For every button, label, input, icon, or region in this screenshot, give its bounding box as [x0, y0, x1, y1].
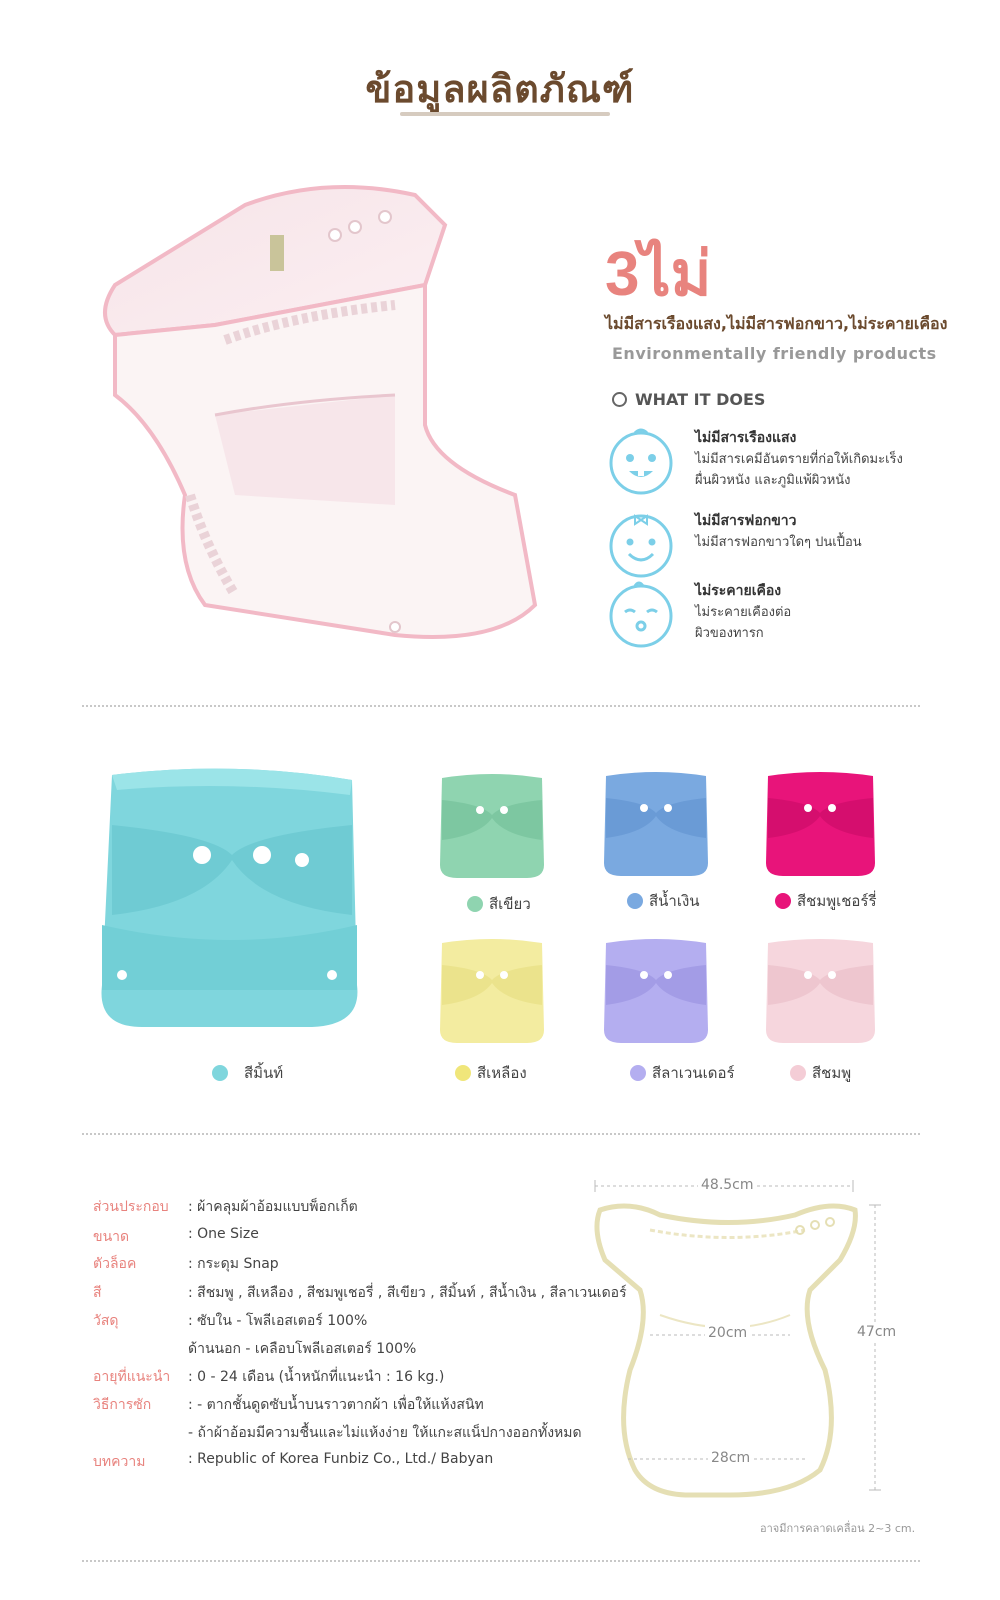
- color-caption-pink: สีชมพู: [790, 1061, 851, 1085]
- hero-subtitle: ไม่มีสารเรืองแสง,ไม่มีสารฟอกขาว,ไม่ระคายเคือง: [605, 314, 948, 333]
- ring-bullet-icon: [612, 392, 627, 407]
- width-bottom-label: 28cm: [708, 1450, 753, 1466]
- feature-item: [605, 425, 935, 505]
- pink-color-dot: [790, 1065, 806, 1081]
- color-caption-lavender: สีลาเวนเดอร์: [630, 1061, 735, 1085]
- lavender-color-dot: [630, 1065, 646, 1081]
- width-mid-label: 20cm: [705, 1325, 750, 1341]
- width-top-label: 48.5cm: [698, 1177, 757, 1193]
- feature-item: [605, 578, 935, 658]
- feature-desc: ไม่มีสารฟอกขาวใดๆ ปนเปื้อน: [695, 535, 862, 550]
- diaper-mint-image: [92, 765, 372, 1035]
- section-divider: [82, 705, 920, 707]
- green-color-dot: [467, 896, 483, 912]
- color-caption-blue: สีน้ำเงิน: [627, 889, 700, 913]
- eco-tagline: Environmentally friendly products: [612, 344, 937, 363]
- spec-row: อายุที่แนะนำ : 0 - 24 เดือน (น้ำหนักที่แนะนำ : 16 kg.): [93, 1369, 445, 1385]
- feature-title: ไม่มีสารฟอกขาว: [695, 513, 797, 529]
- smiling-baby-face-icon: [605, 508, 677, 580]
- title-underline: [400, 112, 610, 116]
- spec-row: บทความ : Republic of Korea Funbiz Co., Ltd./ Babyan: [93, 1451, 494, 1470]
- feature-desc: ไม่ระคายเคืองต่อ ผิวของทารก: [695, 605, 792, 641]
- feature-desc: ไม่มีสารเคมีอันตรายที่ก่อให้เกิดมะเร็ง ผื่นผิวหนัง และภูมิแพ้ผิวหนัง: [695, 452, 903, 488]
- diaper-cherry-pink-image: [758, 768, 883, 878]
- spec-row: ส่วนประกอบ : ผ้าคลุมผ้าอ้อมแบบพ็อกเก็ต: [93, 1199, 358, 1215]
- feature-title: ไม่มีสารเรืองแสง: [695, 430, 797, 446]
- cherry-pink-color-dot: [775, 893, 791, 909]
- page-title: ข้อมูลผลิตภัณฑ์: [365, 67, 635, 111]
- open-diaper-image: [95, 165, 545, 665]
- color-caption-green: สีเขียว: [467, 892, 531, 916]
- diaper-yellow-image: [432, 935, 552, 1045]
- diaper-blue-image: [596, 768, 716, 878]
- color-caption-yellow: สีเหลือง: [455, 1061, 527, 1085]
- diaper-green-image: [432, 770, 552, 880]
- what-it-does-heading: [612, 390, 765, 409]
- hero-heading: 3ไม่: [605, 240, 712, 309]
- what-it-does-label: WHAT IT DOES: [635, 390, 766, 409]
- diaper-pink-image: [758, 935, 883, 1045]
- spec-row: ตัวล็อค : กระดุม Snap: [93, 1256, 279, 1272]
- section-divider: [82, 1560, 920, 1562]
- spec-row: - ถ้าผ้าอ้อมมีความชื้นและไม่แห้งง่าย ให้แกะสแน็ปกางออกทั้งหมด: [188, 1425, 582, 1441]
- mint-color-dot: [212, 1065, 228, 1081]
- spec-row: วิธีการซัก : - ตากชั้นดูดซับน้ำบนราวตากผ้า เพื่อให้แห้งสนิท: [93, 1397, 484, 1413]
- height-label: 47cm: [857, 1324, 897, 1340]
- blue-color-dot: [627, 893, 643, 909]
- tolerance-note: อาจมีการคลาดเคลื่อน 2~3 cm.: [760, 1522, 916, 1535]
- color-caption-mint: สีมิ้นท์: [212, 1061, 283, 1085]
- spec-row: ด้านนอก - เคลือบโพลีเอสเตอร์ 100%: [188, 1341, 417, 1357]
- kissing-baby-face-icon: [605, 578, 677, 650]
- diaper-lavender-image: [596, 935, 716, 1045]
- spec-row: สี : สีชมพู , สีเหลือง , สีชมพูเชอรี่ , สีเขียว , สีมิ้นท์ , สีน้ำเงิน , สีลาเวนเดอร์: [93, 1285, 627, 1301]
- teething-baby-face-icon: [605, 425, 677, 497]
- feature-title: ไม่ระคายเคือง: [695, 583, 782, 599]
- color-caption-cherry-pink: สีชมพูเชอร์รี่: [775, 889, 877, 913]
- spec-row: ขนาด : One Size: [93, 1226, 259, 1245]
- yellow-color-dot: [455, 1065, 471, 1081]
- spec-row: วัสดุ : ซับใน - โพลีเอสเตอร์ 100%: [93, 1313, 368, 1329]
- section-divider: [82, 1133, 920, 1135]
- feature-item: [605, 508, 935, 588]
